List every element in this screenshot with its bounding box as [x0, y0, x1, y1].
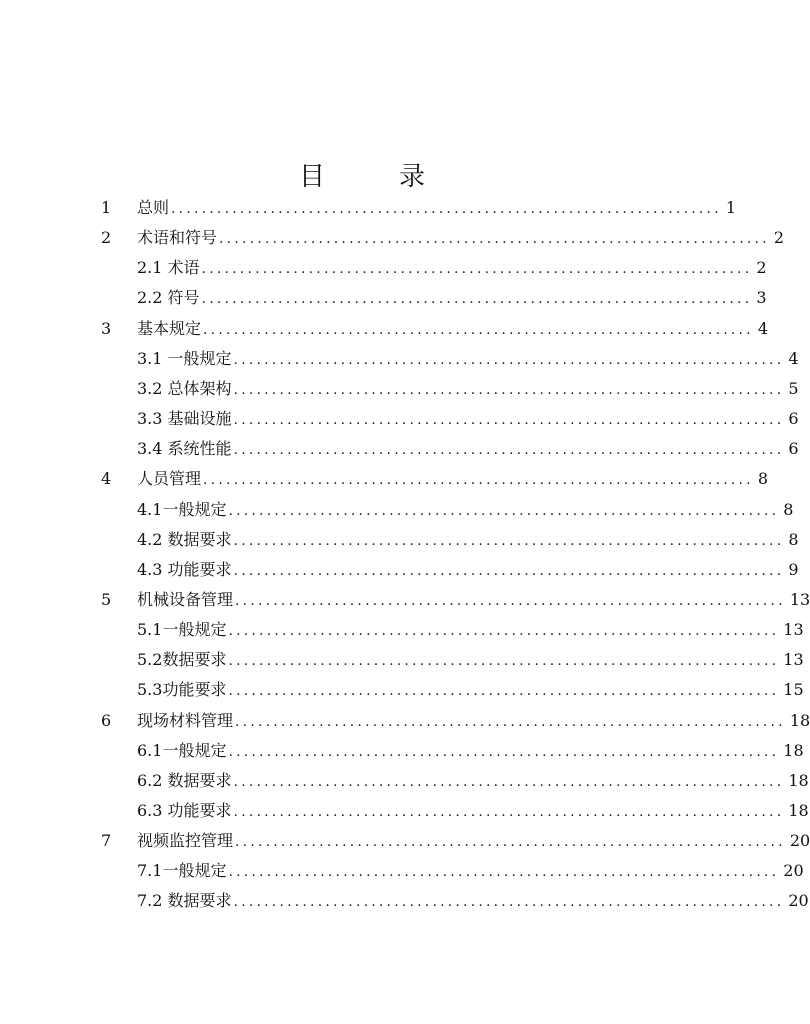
toc-entry-line	[137, 283, 767, 314]
toc-entry-line	[137, 675, 804, 706]
toc-entry-line	[137, 464, 769, 495]
toc-entry[interactable]	[0, 796, 809, 826]
toc-entry-page: 15	[783, 680, 804, 700]
toc-entry-page: 1	[725, 198, 737, 217]
toc-entry-title: 3.1 一般规定	[137, 348, 232, 368]
toc-entry[interactable]	[0, 525, 799, 555]
toc-dot-leader: ........................................................................	[171, 201, 722, 217]
toc-entry[interactable]	[0, 555, 799, 585]
toc-entry-line	[137, 253, 767, 284]
toc-entry-page: 18	[788, 770, 809, 790]
toc-entry-line	[137, 585, 810, 616]
toc-entry-line	[137, 856, 804, 887]
toc-entry[interactable]	[0, 253, 767, 283]
toc-entry-page: 13	[789, 589, 810, 609]
toc-entry-line	[137, 796, 809, 827]
toc-entry-page: 18	[789, 710, 810, 730]
toc-dot-leader: ........................................................................	[228, 502, 780, 519]
toc-entry-line	[137, 374, 799, 405]
toc-entry[interactable]	[0, 886, 809, 916]
toc-entry-page: 4	[757, 318, 769, 338]
toc-entry-line	[137, 223, 785, 254]
toc-entry-number: 5	[101, 589, 112, 609]
toc-entry-line	[137, 314, 769, 345]
toc-entry-title: 5.1一般规定	[137, 620, 227, 640]
toc-entry-title: 6.1一般规定	[137, 740, 227, 760]
toc-dot-leader: ........................................................................	[228, 743, 780, 760]
toc-dot-leader: ........................................................................	[228, 623, 780, 640]
toc-entry-title: 3.2 总体架构	[137, 378, 232, 398]
toc-entry-page: 18	[788, 801, 809, 820]
toc-entry-title: 3.3 基础设施	[137, 409, 232, 429]
toc-dot-leader: ........................................................................	[233, 773, 785, 790]
toc-entry-title: 4.1一般规定	[137, 499, 227, 519]
toc-entry-title: 7.2 数据要求	[137, 891, 232, 911]
toc-entry[interactable]	[0, 193, 737, 223]
toc-entry-line	[137, 645, 804, 676]
toc-entry-page: 3	[756, 288, 767, 308]
toc-entry[interactable]	[0, 464, 769, 494]
toc-entry-title: 视频监控管理	[137, 831, 234, 851]
toc-entry-page: 4	[788, 348, 799, 368]
toc-entry-page: 2	[756, 258, 767, 278]
toc-entry-title: 术语和符号	[137, 228, 218, 248]
toc-entry-page: 20	[788, 891, 809, 911]
toc-entry-number: 3	[101, 318, 112, 338]
toc-entry[interactable]	[0, 615, 804, 645]
toc-entry-line	[137, 766, 809, 797]
toc-entry-page: 13	[783, 620, 804, 640]
toc-entry[interactable]	[0, 314, 769, 344]
toc-entry-page: 6	[788, 439, 799, 459]
page-title: 目 录	[298, 162, 449, 192]
toc-entry-title: 5.3功能要求	[137, 680, 227, 700]
toc-entry-title: 4.3 功能要求	[137, 559, 232, 579]
toc-entry-line	[137, 615, 804, 646]
toc-dot-leader: ........................................................................	[233, 351, 785, 368]
toc-entry-number: 4	[101, 469, 112, 489]
toc-dot-leader: ........................................................................	[233, 894, 785, 911]
toc-entry-number: 1	[101, 198, 112, 217]
toc-entry[interactable]	[0, 344, 799, 374]
toc-entry[interactable]	[0, 404, 799, 434]
toc-entry-title: 7.1一般规定	[137, 861, 227, 881]
toc-entry-title: 基本规定	[137, 318, 202, 338]
toc-entry-title: 2.1 术语	[137, 258, 200, 278]
toc-entry-line	[137, 193, 737, 224]
toc-dot-leader: ........................................................................	[228, 683, 780, 700]
toc-dot-leader: ........................................................................	[228, 653, 780, 670]
toc-entry-title: 总则	[137, 198, 170, 217]
toc-dot-leader: ........................................................................	[235, 713, 786, 730]
toc-entry-line	[137, 495, 794, 526]
toc-entry-title: 6.2 数据要求	[137, 770, 232, 790]
toc-entry-title: 2.2 符号	[137, 288, 200, 308]
toc-entry-page: 13	[783, 650, 804, 670]
toc-entry-page: 8	[788, 529, 799, 549]
toc-entry-page: 20	[783, 861, 804, 881]
toc-entry-title: 人员管理	[137, 469, 202, 489]
toc-entry-title: 5.2数据要求	[137, 650, 227, 670]
toc-dot-leader: ........................................................................	[235, 592, 786, 609]
toc-entry[interactable]	[0, 645, 804, 675]
toc-entry-page: 18	[783, 740, 804, 760]
toc-dot-leader: ........................................................................	[203, 472, 754, 489]
toc-dot-leader: ........................................................................	[233, 381, 785, 398]
toc-entry-line	[137, 886, 809, 917]
toc-entry-page: 5	[788, 378, 799, 398]
toc-entry-line	[137, 344, 799, 375]
toc-entry-line	[137, 826, 810, 857]
toc-dot-leader: ........................................................................	[201, 291, 753, 308]
toc-entry-page: 20	[789, 831, 810, 851]
toc-entry[interactable]	[0, 675, 804, 705]
toc-entry-number: 7	[101, 831, 112, 851]
toc-dot-leader: ........................................................................	[233, 412, 785, 429]
toc-dot-leader: ........................................................................	[219, 231, 770, 248]
toc-entry-page: 8	[757, 469, 769, 489]
toc-entry[interactable]	[0, 736, 804, 766]
toc-dot-leader: ........................................................................	[235, 834, 786, 851]
toc-dot-leader: ........................................................................	[233, 562, 785, 579]
toc-dot-leader: ........................................................................	[203, 321, 754, 338]
toc-entry-title: 3.4 系统性能	[137, 439, 232, 459]
toc-entry-title: 机械设备管理	[137, 589, 234, 609]
toc-entry-number: 2	[101, 228, 112, 248]
toc-entry-line	[137, 555, 799, 586]
toc-entry-line	[137, 404, 799, 435]
toc-entry-page: 6	[788, 409, 799, 429]
toc-entry-line	[137, 706, 810, 737]
toc-entry[interactable]	[0, 223, 785, 253]
toc-entry-page: 9	[788, 559, 799, 579]
toc-dot-leader: ........................................................................	[233, 804, 785, 820]
toc-dot-leader: ........................................................................	[201, 261, 753, 278]
toc-entry[interactable]	[0, 856, 804, 886]
toc-entry[interactable]	[0, 706, 810, 736]
toc-entry-line	[137, 736, 804, 767]
toc-dot-leader: ........................................................................	[228, 864, 780, 881]
toc-entry-page: 2	[773, 228, 785, 248]
toc-entry-page: 8	[783, 499, 794, 519]
toc-entry[interactable]	[0, 374, 799, 404]
toc-entry-title: 4.2 数据要求	[137, 529, 232, 549]
toc-entry[interactable]	[0, 283, 767, 313]
toc-entry[interactable]	[0, 766, 809, 796]
toc-entry-title: 6.3 功能要求	[137, 801, 232, 820]
toc-entry[interactable]	[0, 495, 794, 525]
toc-entry-line	[137, 434, 799, 465]
toc-dot-leader: ........................................................................	[233, 442, 785, 459]
toc-entry[interactable]	[0, 826, 810, 856]
toc-entry-number: 6	[101, 710, 112, 730]
toc-entry-line	[137, 525, 799, 556]
toc-dot-leader: ........................................................................	[233, 532, 785, 549]
toc-entry[interactable]	[0, 585, 810, 615]
toc-entry[interactable]	[0, 434, 799, 464]
toc-entry-title: 现场材料管理	[137, 710, 234, 730]
